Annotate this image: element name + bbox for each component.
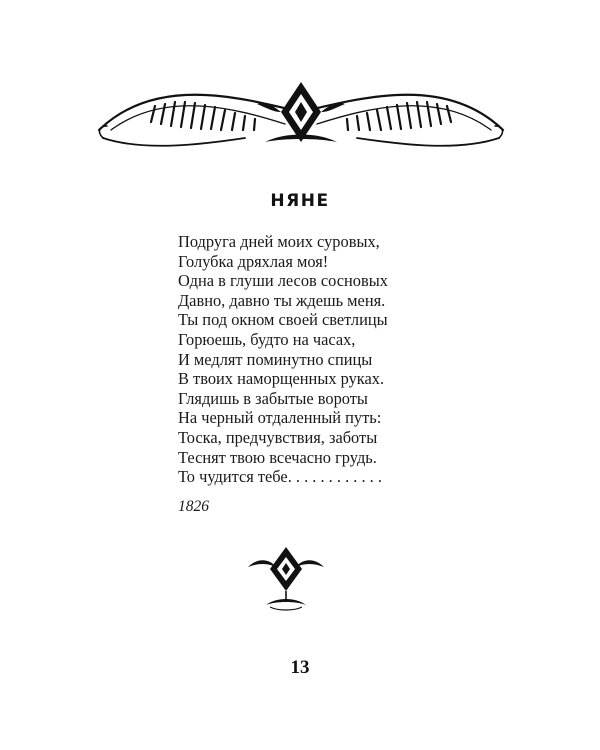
poem-line: Голубка дряхлая моя! <box>178 251 329 271</box>
bottom-fleuron-icon <box>244 545 328 611</box>
poem-line: Ты под окном своей светлицы <box>178 310 388 330</box>
top-flourish-icon <box>95 78 507 160</box>
poem-title: НЯНЕ <box>270 191 330 211</box>
poem-line: Глядишь в забытые вороты <box>178 388 368 408</box>
poem-line: Давно, давно ты ждешь меня. <box>178 290 386 310</box>
poem-line: Горюешь, будто на часах, <box>178 329 356 349</box>
poem-line: Тоска, предчувствия, заботы <box>178 427 378 447</box>
poem-line: Теснят твою всечасно грудь. <box>178 447 377 467</box>
poem-line: Подруга дней моих суровых, <box>178 232 380 251</box>
poem-line: И медлят поминутно спицы <box>178 349 373 369</box>
poem-body <box>178 232 478 487</box>
page-number: 13 <box>290 657 310 678</box>
poem-line: То чудится тебе. . . . . . . . . . . . <box>178 467 382 487</box>
poem-line: На черный отдаленный путь: <box>178 408 382 428</box>
poem-date: 1826 <box>178 498 209 515</box>
poem-line: Одна в глуши лесов сосновых <box>178 271 388 291</box>
poem-line: В твоих наморщенных руках. <box>178 369 385 389</box>
